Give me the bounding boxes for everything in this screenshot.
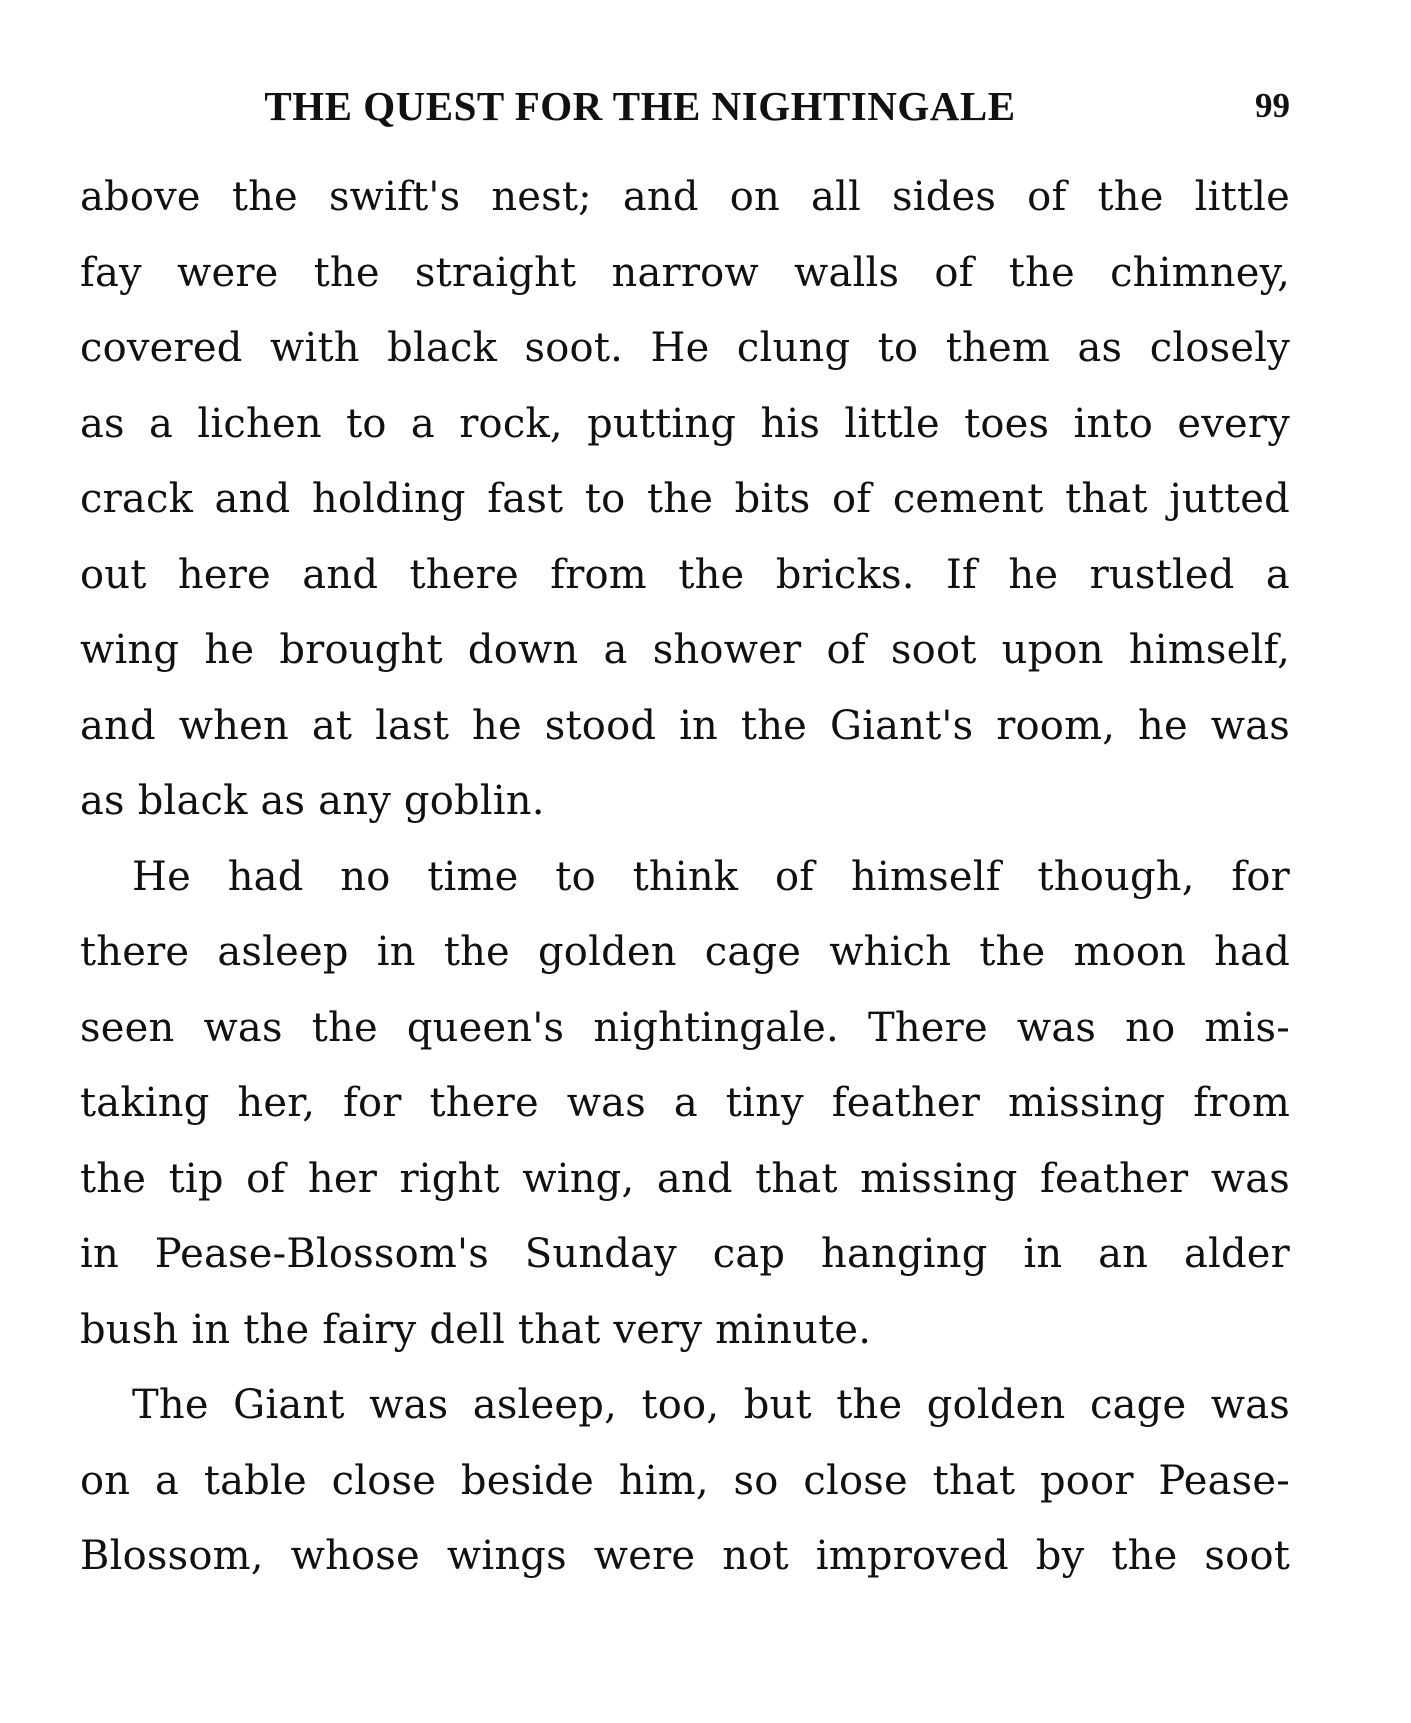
paragraph-1 [80, 160, 1290, 840]
text-line: bush in the fairy dell that very minute. [80, 1306, 872, 1353]
text-line: as a lichen to a rock, putting his little toes into every [80, 400, 1290, 447]
paragraph-2 [80, 840, 1290, 1369]
text-line: and when at last he stood in the Giant's room, he was [80, 702, 1290, 749]
text-line: He had no time to think of himself though, for [132, 853, 1290, 900]
text-line: crack and holding fast to the bits of cement that jutted [80, 476, 1290, 522]
text-line: taking her, for there was a tiny feather missing from [80, 1080, 1290, 1126]
text-line: on a table close beside him, so close that poor Pease- [80, 1457, 1290, 1504]
running-head [80, 76, 1290, 136]
text-line: fay were the straight narrow walls of the chimney, [80, 249, 1290, 296]
text-line: seen was the queen's nightingale. There was no mis- [80, 1004, 1290, 1051]
text-line: The Giant was asleep, too, but the golden cage was [132, 1382, 1290, 1428]
text-line: above the swift's nest; and on all sides of the little [80, 174, 1290, 220]
text-line: out here and there from the bricks. If he rustled a [80, 551, 1290, 598]
paragraph-3 [80, 1368, 1290, 1595]
text-line: the tip of her right wing, and that missing feather was [80, 1155, 1290, 1202]
text-line: wing he brought down a shower of soot upon himself, [80, 627, 1290, 673]
text-line: in Pease-Blossom's Sunday cap hanging in an alder [80, 1231, 1290, 1277]
text-line: there asleep in the golden cage which the moon had [80, 929, 1290, 975]
text-line: covered with black soot. He clung to them as closely [80, 325, 1290, 371]
running-title: THE QUEST FOR THE NIGHTINGALE [264, 83, 1016, 129]
text-line: Blossom, whose wings were not improved by the soot [80, 1533, 1290, 1579]
body-text [80, 160, 1290, 1595]
page-number: 99 [1255, 86, 1290, 125]
text-line: as black as any goblin. [80, 778, 545, 824]
